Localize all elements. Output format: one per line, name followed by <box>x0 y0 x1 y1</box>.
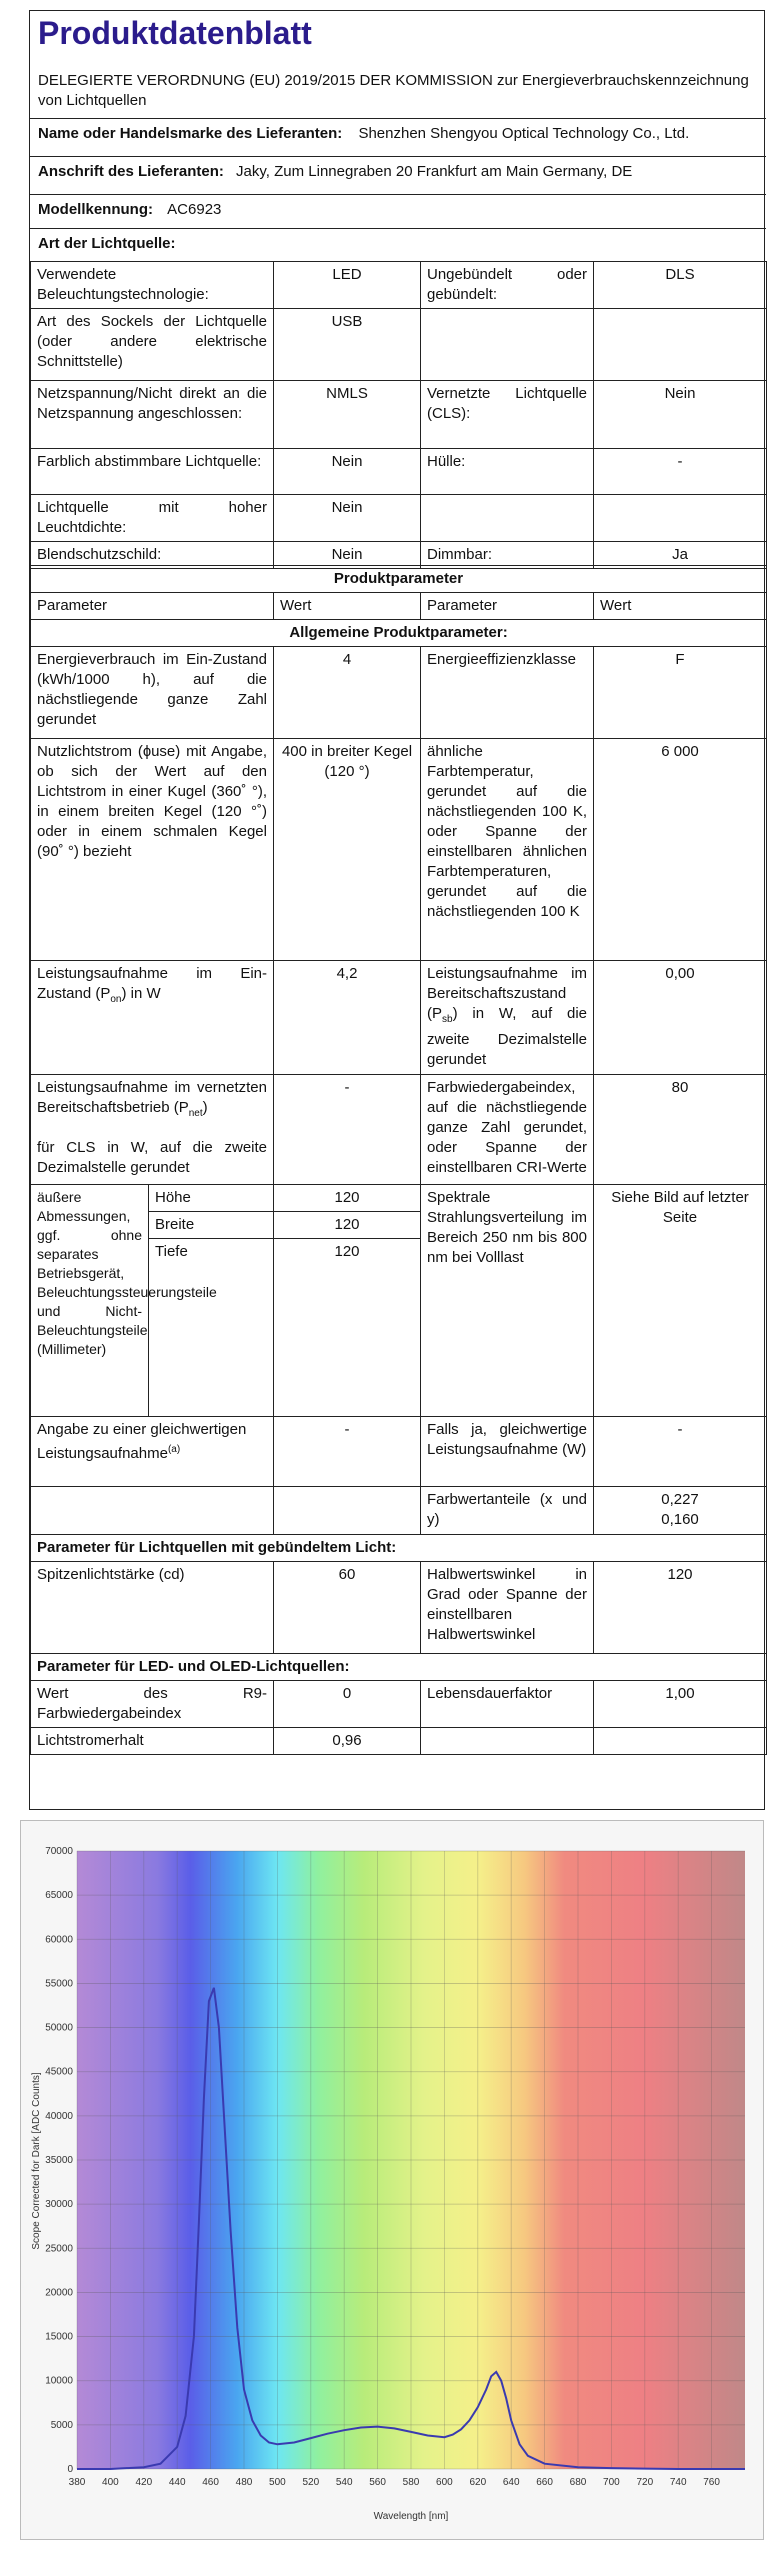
beam-angle-label: Halbwertswinkel in Grad oder Spanne der einstellbaren Halbwertswinkel <box>421 1562 594 1654</box>
x-tick-label: 500 <box>269 2477 286 2488</box>
y-tick-label: 65000 <box>45 1890 73 1902</box>
label-subscript: on <box>110 994 122 1005</box>
depth-value: 120 <box>274 1239 421 1417</box>
color-temperature-value: 6 000 <box>594 739 767 961</box>
efficiency-class-label: Energieeffizienzklasse <box>421 647 594 739</box>
row-label: Netzspannung/Nicht direkt an die Netzspannung angeschlossen: <box>31 381 274 449</box>
label-text: Leistungsaufnahme im Bereitschaftszustand (P <box>427 965 587 1022</box>
table-row <box>31 381 767 449</box>
x-tick-label: 580 <box>402 2477 420 2488</box>
energy-consumption-label: Energieverbrauch im Ein-Zustand (kWh/1000 h), auf die nächstliegende ganze Zahl gerundet <box>31 647 274 739</box>
label-text: Leistungsaufnahme im Ein-Zustand (P <box>37 965 267 1002</box>
spectral-distribution-label: Spektrale Strahlungsverteilung im Bereich 250 nm bis 800 nm bei Volllast <box>421 1185 594 1417</box>
table-row <box>31 1562 767 1654</box>
luminous-flux-value: 400 in breiter Kegel (120 °) <box>274 739 421 961</box>
led-params-heading: Parameter für LED- und OLED-Lichtquellen: <box>31 1654 767 1681</box>
label-text: ) <box>202 1099 208 1116</box>
height-label: Höhe <box>149 1185 274 1212</box>
energy-consumption-value: 4 <box>274 647 421 739</box>
table-row <box>31 961 767 1075</box>
supplier-name-label: Name oder Handelsmarke des Lieferanten: <box>38 125 343 142</box>
luminous-flux-label: Nutzlichtstrom (ɸuse) mit Angabe, ob sich der Wert auf den Lichtstrom in einer Kugel (360˚ °), in einem breiten Kegel (120 °˚) oder in einem schmalen Kegel (90˚ °) bezieht <box>31 739 274 961</box>
label-text: ) in W, auf die zweite Dezimalstelle gerundet <box>427 1005 587 1068</box>
y-tick-label: 0 <box>67 2464 73 2475</box>
row-label: Lichtquelle mit hoher Leuchtdichte: <box>31 495 274 542</box>
table-row <box>31 647 767 739</box>
equivalent-power-label: Falls ja, gleichwertige Leistungsaufnahme (W) <box>421 1417 594 1487</box>
table-row <box>31 495 767 542</box>
light-source-table <box>30 261 767 569</box>
x-tick-label: 420 <box>135 2477 153 2488</box>
label-text: ) in W <box>121 985 161 1002</box>
x-tick-label: 380 <box>68 2477 86 2488</box>
y-tick-label: 25000 <box>45 2243 73 2255</box>
equivalent-power-claim-value: - <box>274 1417 421 1487</box>
y-tick-label: 55000 <box>45 1978 73 1990</box>
product-data-sheet <box>29 10 765 1810</box>
color-temperature-label: ähnliche Farbtemperatur, gerundet auf die nächstliegenden 100 K, oder Spanne der einstellbaren ähnlichen Farbtemperaturen, gerundet auf die nächstliegenden 100 K <box>421 739 594 961</box>
row-label: Blendschutzschild: <box>31 542 274 569</box>
x-tick-label: 720 <box>636 2477 654 2488</box>
x-tick-label: 680 <box>569 2477 587 2488</box>
row-value <box>594 495 767 542</box>
row-label: Dimmbar: <box>421 542 594 569</box>
y-tick-label: 60000 <box>45 1934 73 1946</box>
y-tick-label: 70000 <box>45 1846 73 1857</box>
networked-standby-value: - <box>274 1075 421 1185</box>
x-tick-label: 560 <box>369 2477 386 2488</box>
empty-cell <box>31 1487 274 1535</box>
row-value <box>594 309 767 381</box>
row-label: Ungebündelt oder gebündelt: <box>421 262 594 309</box>
color-rendering-value: 80 <box>594 1075 767 1185</box>
y-tick-label: 15000 <box>45 2331 73 2343</box>
model-label: Modellkennung: <box>38 201 153 218</box>
x-tick-label: 520 <box>302 2477 320 2488</box>
survival-factor-value: 1,00 <box>594 1681 767 1728</box>
row-value: Ja <box>594 542 767 569</box>
grid-lines <box>77 1851 745 2469</box>
y-tick-label: 45000 <box>45 2066 73 2078</box>
width-label: Breite <box>149 1212 274 1239</box>
lumen-maintenance-label: Lichtstromerhalt <box>31 1728 274 1755</box>
table-row <box>31 309 767 381</box>
model-row <box>30 195 766 229</box>
row-label: Verwendete Beleuchtungstechnologie: <box>31 262 274 309</box>
table-row <box>31 566 767 593</box>
row-label: Farblich abstimmbare Lichtquelle: <box>31 449 274 495</box>
width-value: 120 <box>274 1212 421 1239</box>
x-tick-label: 700 <box>603 2477 620 2488</box>
standby-power-value: 0,00 <box>594 961 767 1075</box>
y-tick-label: 40000 <box>45 2110 73 2122</box>
standby-power-label <box>421 961 594 1075</box>
table-row <box>31 1185 767 1212</box>
column-header: Parameter <box>421 593 594 620</box>
table-row <box>31 449 767 495</box>
row-label <box>421 495 594 542</box>
column-header: Parameter <box>31 593 274 620</box>
y-axis-ticks <box>45 1846 73 2475</box>
empty-cell <box>274 1487 421 1535</box>
x-tick-label: 620 <box>469 2477 487 2488</box>
y-axis-label: Scope Corrected for Dark [ADC Counts] <box>31 2072 42 2250</box>
label-text: Angabe zu einer gleichwertigen Leistungsaufnahme <box>37 1421 247 1462</box>
regulation-subtitle: DELEGIERTE VERORDNUNG (EU) 2019/2015 DER KOMMISSION zur Energieverbrauchskennzeichnung von Lichtquellen <box>30 69 766 119</box>
table-row <box>31 1681 767 1728</box>
row-value: Nein <box>274 542 421 569</box>
table-row <box>31 1535 767 1562</box>
table-row <box>31 1728 767 1755</box>
light-source-heading: Art der Lichtquelle: <box>38 235 176 252</box>
on-mode-power-value: 4,2 <box>274 961 421 1075</box>
color-rendering-label: Farbwiedergabeindex, auf die nächstliegende ganze Zahl gerundet, oder Spanne der einstellbaren CRI-Werte <box>421 1075 594 1185</box>
column-header: Wert <box>274 593 421 620</box>
height-value: 120 <box>274 1185 421 1212</box>
x-tick-label: 540 <box>335 2477 353 2488</box>
x-tick-label: 740 <box>669 2477 687 2488</box>
peak-intensity-label: Spitzenlichtstärke (cd) <box>31 1562 274 1654</box>
x-tick-label: 400 <box>102 2477 119 2488</box>
r9-label: Wert des R9-Farbwiedergabeindex <box>31 1681 274 1728</box>
chromaticity-x: 0,227 <box>661 1491 699 1508</box>
x-tick-label: 660 <box>536 2477 553 2488</box>
chromaticity-value <box>594 1487 767 1535</box>
model-value: AC6923 <box>167 201 222 218</box>
row-value: Nein <box>274 449 421 495</box>
row-label <box>421 309 594 381</box>
label-text: Leistungsaufnahme im vernetzten Bereitschaftsbetrieb (P <box>37 1079 267 1116</box>
equivalent-power-claim-label <box>31 1417 274 1487</box>
on-mode-power-label <box>31 961 274 1075</box>
chromaticity-y: 0,160 <box>661 1511 699 1528</box>
x-tick-label: 440 <box>168 2477 186 2488</box>
y-tick-label: 35000 <box>45 2155 73 2166</box>
table-row <box>31 739 767 961</box>
row-value: LED <box>274 262 421 309</box>
supplier-address-row <box>30 157 766 195</box>
y-tick-label: 5000 <box>50 2419 73 2431</box>
table-row <box>31 1487 767 1535</box>
product-params-heading: Produktparameter <box>31 566 767 593</box>
spectral-distribution-value: Siehe Bild auf letzter Seite <box>594 1185 767 1417</box>
label-subscript: sb <box>442 1014 453 1025</box>
row-value: Nein <box>274 495 421 542</box>
light-source-heading-row <box>30 229 766 261</box>
empty-cell <box>421 1728 594 1755</box>
row-value: USB <box>274 309 421 381</box>
table-row <box>31 1654 767 1681</box>
general-params-heading: Allgemeine Produktparameter: <box>31 620 767 647</box>
beam-angle-value: 120 <box>594 1562 767 1654</box>
table-row <box>31 262 767 309</box>
y-tick-label: 10000 <box>45 2375 73 2387</box>
footnote-marker: (a) <box>167 1444 181 1455</box>
r9-value: 0 <box>274 1681 421 1728</box>
spectral-distribution-chart <box>20 1820 764 2540</box>
directional-params-heading: Parameter für Lichtquellen mit gebündeltem Licht: <box>31 1535 767 1562</box>
y-tick-label: 50000 <box>45 2022 73 2034</box>
y-tick-label: 30000 <box>45 2199 73 2211</box>
table-row <box>31 1075 767 1185</box>
x-axis-ticks <box>69 2477 721 2488</box>
y-tick-label: 20000 <box>45 2287 73 2299</box>
supplier-name-row <box>30 119 766 157</box>
page-title: Produktdatenblatt <box>38 15 312 51</box>
x-axis-label: Wavelength [nm] <box>373 2511 449 2522</box>
supplier-name-value: Shenzhen Shengyou Optical Technology Co., Ltd. <box>358 125 690 142</box>
chromaticity-label: Farbwertanteile (x und y) <box>421 1487 594 1535</box>
row-value: - <box>594 449 767 495</box>
table-header-row <box>31 593 767 620</box>
x-tick-label: 640 <box>502 2477 520 2488</box>
networked-standby-label <box>31 1075 274 1185</box>
depth-label: Tiefe <box>149 1239 274 1417</box>
survival-factor-label: Lebensdauerfaktor <box>421 1681 594 1728</box>
table-row <box>31 1417 767 1487</box>
row-label: Hülle: <box>421 449 594 495</box>
dimensions-label: äußere Abmessungen, ggf. ohne separates Betriebsgerät, Beleuchtungssteuerungsteile und Nicht-Beleuchtungsteile (Millimeter) <box>31 1185 149 1417</box>
row-label: Art des Sockels der Lichtquelle (oder andere elektrische Schnittstelle) <box>31 309 274 381</box>
x-tick-label: 760 <box>703 2477 720 2488</box>
row-label: Vernetzte Lichtquelle (CLS): <box>421 381 594 449</box>
column-header: Wert <box>594 593 767 620</box>
product-parameter-table <box>30 565 767 1755</box>
x-tick-label: 480 <box>235 2477 253 2488</box>
equivalent-power-value: - <box>594 1417 767 1487</box>
row-value: NMLS <box>274 381 421 449</box>
spectrum-svg <box>21 1821 765 2541</box>
x-tick-label: 600 <box>436 2477 453 2488</box>
x-tick-label: 460 <box>202 2477 219 2488</box>
peak-intensity-value: 60 <box>274 1562 421 1654</box>
row-value: Nein <box>594 381 767 449</box>
label-subscript: net <box>188 1108 203 1119</box>
row-value: DLS <box>594 262 767 309</box>
empty-cell <box>594 1728 767 1755</box>
efficiency-class-value: F <box>594 647 767 739</box>
supplier-address-label: Anschrift des Lieferanten: <box>38 163 224 180</box>
label-text: für CLS in W, auf die zweite Dezimalstelle gerundet <box>37 1139 267 1176</box>
table-row <box>31 620 767 647</box>
supplier-address-value: Jaky, Zum Linnegraben 20 Frankfurt am Main Germany, DE <box>236 163 633 180</box>
lumen-maintenance-value: 0,96 <box>274 1728 421 1755</box>
